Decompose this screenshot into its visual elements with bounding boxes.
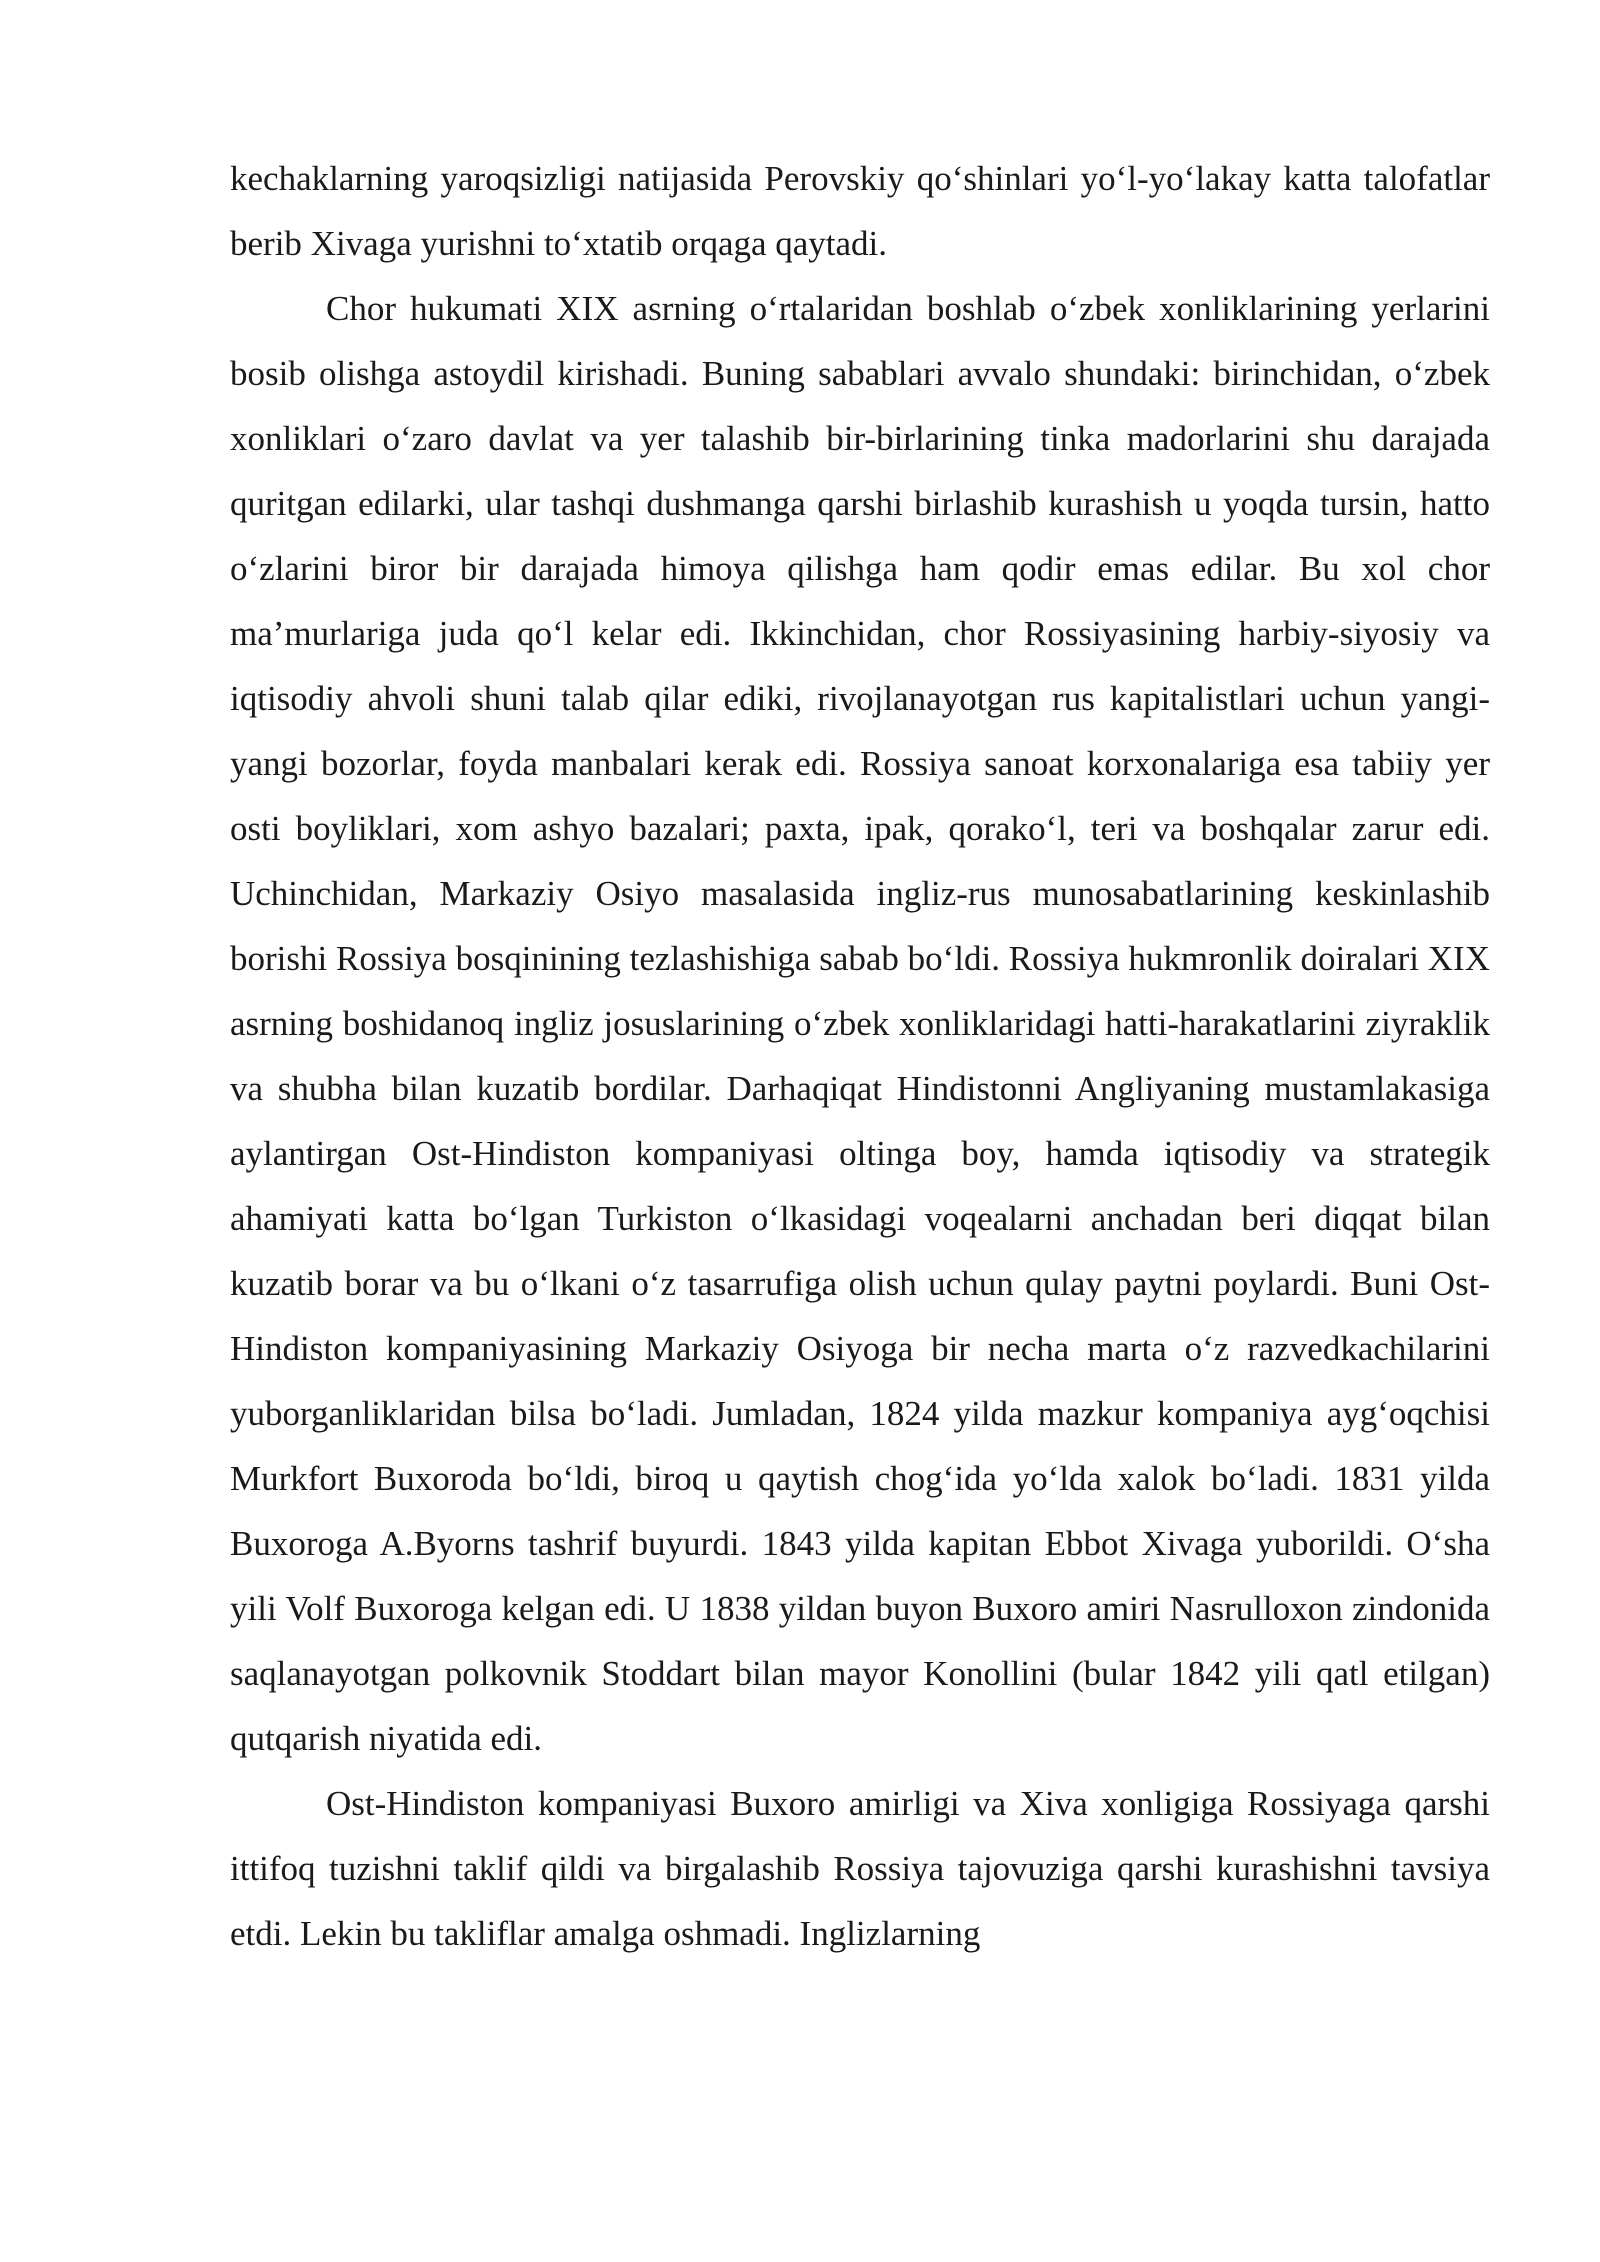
paragraph-chor-hukumati: Chor hukumati XIX asrning o‘rtalaridan boshlab o‘zbek xonliklarining yerlarini bosib olishga astoydil kirishadi. Buning sabablari avvalo shundaki: birinchidan, o‘zbek xonliklari o‘zaro davlat va yer talashib bir-birlarining tinka madorlarini shu darajada quritgan edilarki, ular tashqi dushmanga qarshi birlashib kurashish u yoqda tursin, hatto o‘zlarini biror bir darajada himoya qilishga ham qodir emas edilar. Bu xol chor ma’murlariga juda qo‘l kelar edi. Ikkinchidan, chor Rossiyasining harbiy-siyosiy va iqtisodiy ahvoli shuni talab qilar ediki, rivojlanayotgan rus kapitalistlari uchun yangi-yangi bozorlar, foyda manbalari kerak edi. Rossiya sanoat korxonalariga esa tabiiy yer osti boyliklari, xom ashyo bazalari; paxta, ipak, qorako‘l, teri va boshqalar zarur edi. Uchinchidan, Markaziy Osiyo masalasida ingliz-rus munosabatlarining keskinlashib borishi Rossiya bosqinining tezlashishiga sabab bo‘ldi. Rossiya hukmronlik doiralari XIX asrning boshidanoq ingliz josuslarining o‘zbek xonliklaridagi hatti-harakatlarini ziyraklik va shubha bilan kuzatib bordilar. Darhaqiqat Hindistonni Angliyaning mustamlakasiga aylantirgan Ost-Hindiston kompaniyasi oltinga boy, hamda iqtisodiy va strategik ahamiyati katta bo‘lgan Turkiston o‘lkasidagi voqealarni anchadan beri diqqat bilan kuzatib borar va bu o‘lkani o‘z tasarrufiga olish uchun qulay paytni poylardi. Buni Ost-Hindiston kompaniyasining Markaziy Osiyoga bir necha marta o‘z razvedkachilarini yuborganliklaridan bilsa bo‘ladi. Jumladan, 1824 yilda mazkur kompaniya ayg‘oqchisi Murkfort Buxoroda bo‘ldi, biroq u qaytish chog‘ida yo‘lda xalok bo‘ladi. 1831 yilda Buxoroga A.Byorns tashrif buyurdi. 1843 yilda kapitan Ebbot Xivaga yuborildi. O‘sha yili Volf Buxoroga kelgan edi. U 1838 yildan buyon Buxoro amiri Nasrulloxon zindonida saqlanayotgan polkovnik Stoddart bilan mayor Konollini (bular 1842 yili qatl etilgan) qutqarish niyatida edi. bbox=[230, 289, 1490, 1758]
paragraph-ost-hindiston: Ost-Hindiston kompaniyasi Buxoro amirligi va Xiva xonligiga Rossiyaga qarshi ittifoq tuzishni taklif qildi va birgalashib Rossiya tajovuziga qarshi kurashishni tavsiya etdi. Lekin bu takliflar amalga oshmadi. Inglizlarning bbox=[230, 1784, 1490, 1953]
document-body bbox=[230, 146, 1490, 1966]
paragraph-continuation: kechaklarning yaroqsizligi natijasida Perovskiy qo‘shinlari yo‘l-yo‘lakay katta talofatlar berib Xivaga yurishni to‘xtatib orqaga qaytadi. bbox=[230, 159, 1490, 263]
